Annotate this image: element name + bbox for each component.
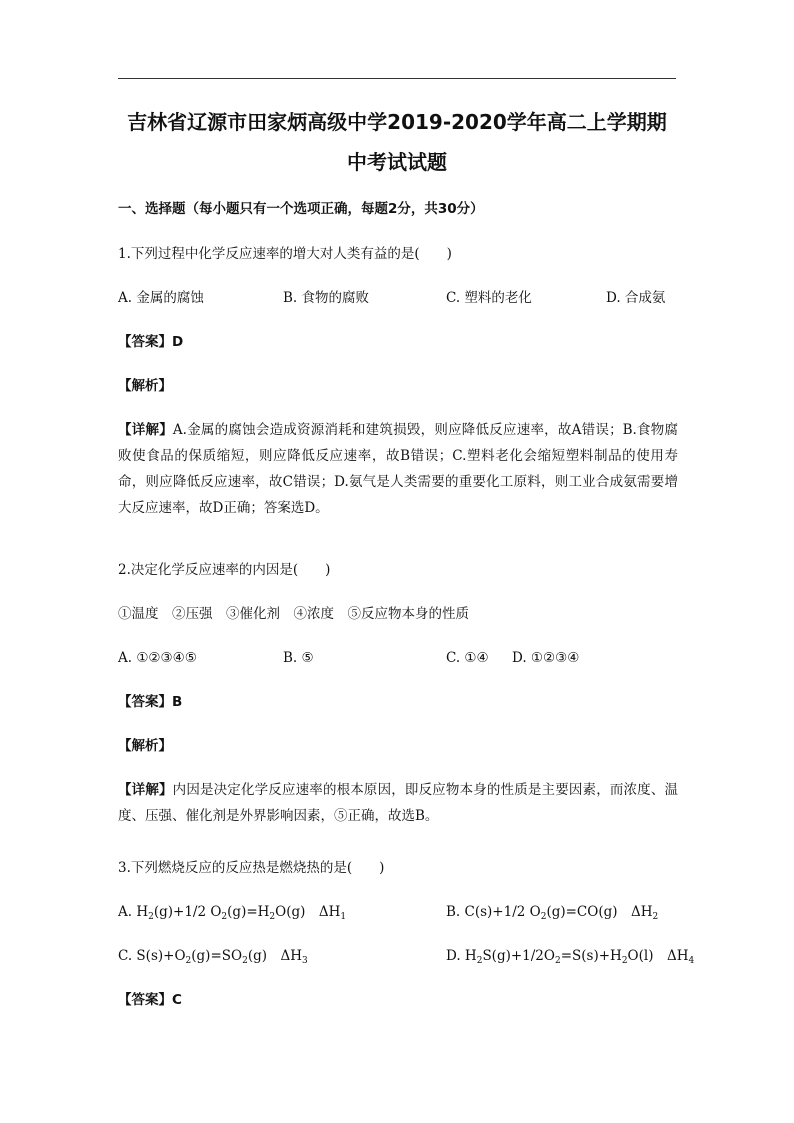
header-rule <box>118 78 676 79</box>
question-3-stem: 3.下列燃烧反应的反应热是燃烧热的是( ) <box>118 860 385 876</box>
q3-option-a: A. $H_2(g)+1/2$ $O_2(g)=H_2O(g)$ $\Delta H_1$ <box>118 904 347 922</box>
document-title-line-1: 吉林省辽源市田家炳高级中学2019-2020学年高二上学期期 <box>127 110 667 134</box>
q2-factors: ①温度 ②压强 ③催化剂 ④浓度 ⑤反应物本身的性质 <box>118 606 469 622</box>
q3-answer: 【答案】C <box>118 992 182 1008</box>
q2-option-c: C. ①④ <box>446 650 489 666</box>
section-heading: 一、选择题（每小题只有一个选项正确，每题2分，共30分） <box>118 201 484 217</box>
q3-option-d: D. $H_2S(g)+1/2O_2=S(s)+H_2O(l)$ $\Delta H_4$ <box>446 948 695 966</box>
q3-option-c: C. $S(s)+O_2(g)=SO_2(g)$ $\Delta H_3$ <box>118 948 308 966</box>
q1-option-d: D. 合成氨 <box>606 290 666 306</box>
q2-detail-label: 【详解】 <box>118 782 173 798</box>
q1-detail-label: 【详解】 <box>118 422 173 438</box>
q2-option-a: A. ①②③④⑤ <box>118 650 197 666</box>
q1-answer: 【答案】D <box>118 334 184 350</box>
q2-answer: 【答案】B <box>118 694 183 710</box>
q1-detail <box>118 417 678 521</box>
q2-option-d: D. ①②③④ <box>512 650 580 666</box>
q1-option-b: B. 食物的腐败 <box>283 290 370 306</box>
document-title-line-2: 中考试试题 <box>347 150 447 174</box>
q2-option-b: B. ⑤ <box>283 650 314 666</box>
question-1-stem: 1.下列过程中化学反应速率的增大对人类有益的是( ) <box>118 246 452 262</box>
q1-option-a: A. 金属的腐蚀 <box>118 290 204 306</box>
q2-detail <box>118 777 678 829</box>
question-2-stem: 2.决定化学反应速率的内因是( ) <box>118 562 331 578</box>
q1-analysis-label: 【解析】 <box>118 378 172 394</box>
q3-option-b: B. C(s)+1/2 $O_2(g)=CO(g)$ $\Delta H_2$ <box>446 904 659 922</box>
q1-option-c: C. 塑料的老化 <box>446 290 532 306</box>
q2-detail-text: 内因是决定化学反应速率的根本原因，即反应物本身的性质是主要因素，而浓度、温度、压强、催化剂是外界影响因素，⑤正确，故选B。 <box>118 782 679 824</box>
q1-detail-text: A.金属的腐蚀会造成资源消耗和建筑损毁，则应降低反应速率，故A错误；B.食物腐败使食品的保质缩短，则应降低反应速率，故B错误；C.塑料老化会缩短塑料制品的使用寿命，则应降低反应速率，故C错误；D.氨气是人类需要的重要化工原料，则工业合成氨需要增大反应速率，故D正确；答案选D。 <box>118 422 678 516</box>
q2-analysis-label: 【解析】 <box>118 738 172 754</box>
